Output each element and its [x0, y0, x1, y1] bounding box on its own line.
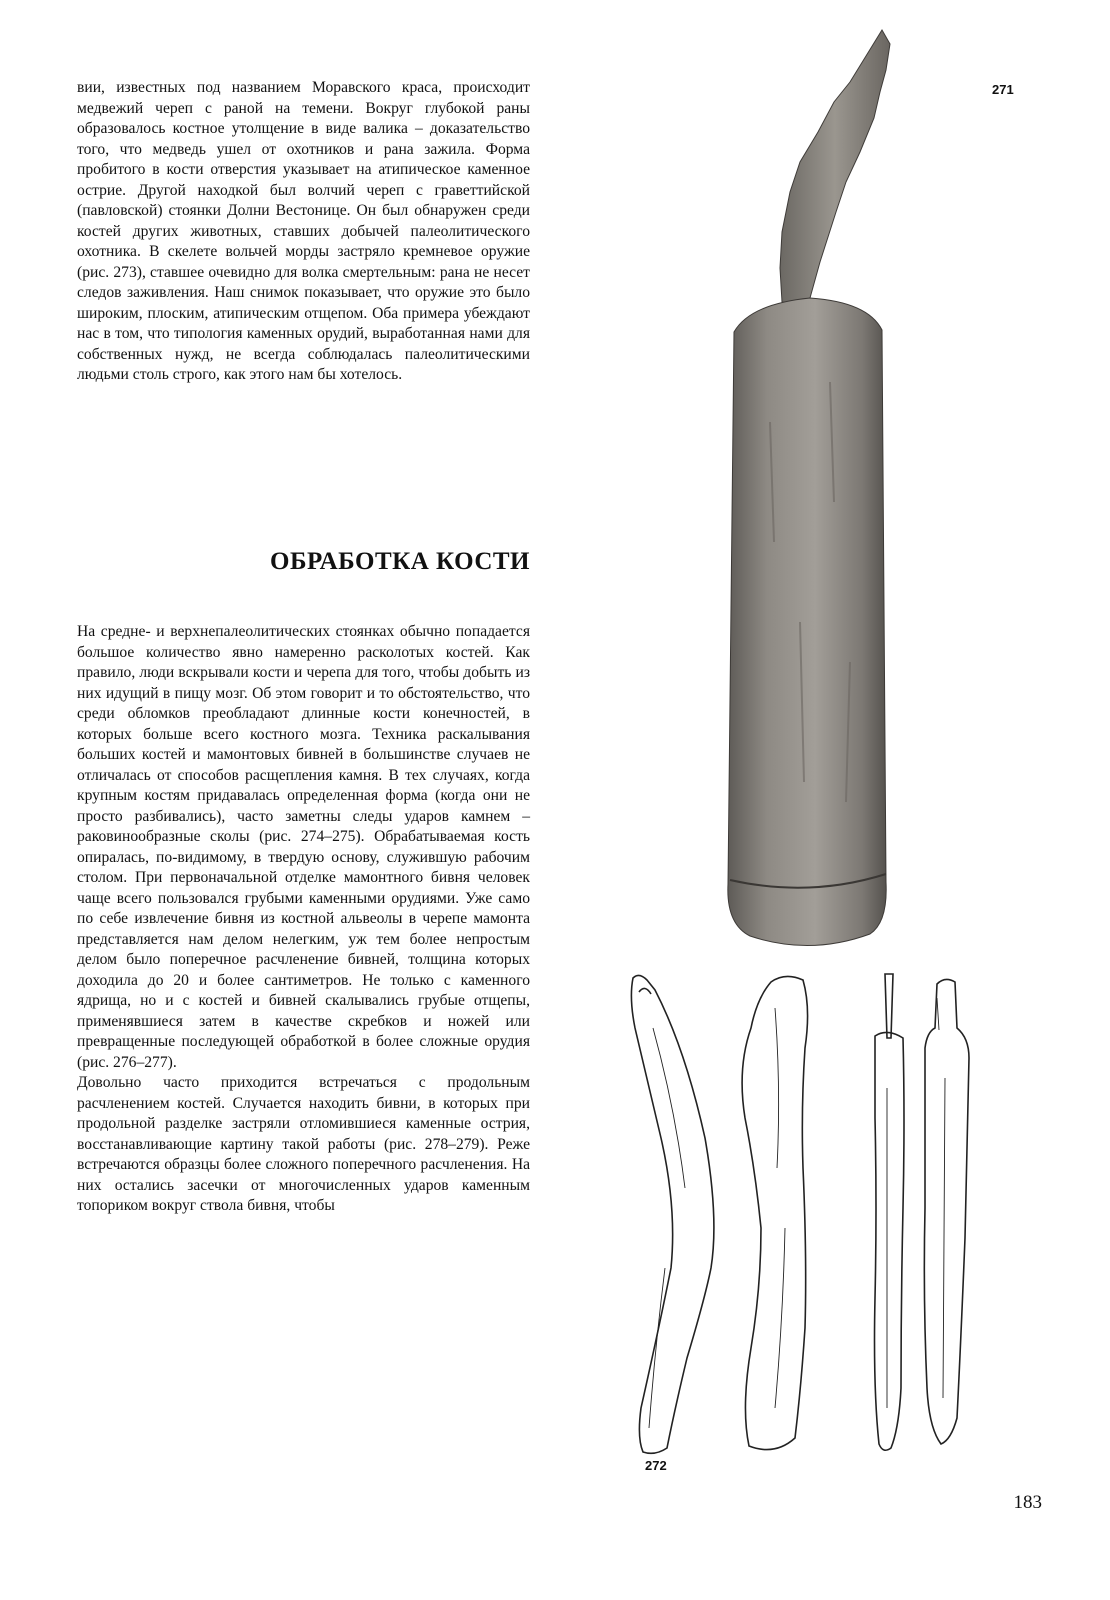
figure-271-label: 271	[992, 82, 1014, 97]
section-heading: ОБРАБОТКА КОСТИ	[270, 548, 530, 575]
body-paragraph-1: вии, известных под названием Моравского краса, происходит медвежий череп с раной на темени. Вокруг глубокой раны образовалось костное утолщение в виде валика – доказательство того, что медведь ушел от охотников и рана зажила. Форма пробитого в кости отверстия указывает на атипическое каменное острие. Другой находкой был волчий череп с граветтийской (павловской) стоянки Долни Вестонице. Он был обнаружен среди костей других животных, ставших добычей палеолитического охотника. В скелете вольчей морды застряло кремневое оружие (рис. 273), ставшее очевидно для волка смертельным: рана не несет следов заживления. Наш снимок показывает, что оружие это было широким, плоским, атипическим отщепом. Оба примера убеждают нас в том, что типология каменных орудий, выработанная нами для собственных нужд, не всегда соблюдалась палеолитическими людьми столь строго, как этого нам бы хотелось.	[77, 79, 530, 383]
page-number: 183	[1013, 1492, 1042, 1513]
body-paragraph-3: Довольно часто приходится встречаться с продольным расчленением костей. Случается находить бивни, в которых при продольной разделке застряли отломившиеся каменные острия, восстанавливающие картину такой работы (рис. 278–279). Реже встречаются образцы более сложного поперечного расчленения. На них остались засечки от многочисленных ударов каменным топориком вокруг ствола бивня, чтобы	[77, 1074, 530, 1214]
figure-272-image	[625, 968, 1025, 1468]
figure-272-label: 272	[645, 1458, 667, 1473]
text-column-top	[77, 78, 530, 386]
figure-271-image	[710, 22, 940, 962]
text-column-bottom	[77, 622, 530, 1217]
body-paragraph-2: На средне- и верхнепалеолитических стоянках обычно попадается большое количество явно намеренно расколотых костей. Как правило, люди вскрывали кости и черепа для того, чтобы добыть из них идущий в пищу мозг. Об этом говорит и то обстоятельство, что среди обломков преобладают длинные кости конечностей, в которых больше всего костного мозга. Техника раскалывания больших костей и мамонтовых бивней в большинстве случаев не отличалась от способов расщепления камня. В тех случаях, когда крупным костям придавалась определенная форма (когда они не просто разбивались), часто заметны следы ударов камнем – раковинообразные сколы (рис. 274–275). Обрабатываемая кость опиралась, по-видимому, в твердую основу, служившую рабочим столом. При первоначальной отделке мамонтного бивня человек чаще всего пользовался грубыми каменными орудиями. Уже само по себе извлечение бивня из костной альвеолы в черепе мамонта представляется нам делом нелегким, уж тем более непростым делом было поперечное расчленение бивней, толщина которых доходила до 20 и более сантиметров. Не только с каменного ядрища, но и с костей и бивней скалывались грубые отщепы, применявшиеся затем в качестве скребков и ножей или превращенные последующей обработкой в более сложные орудия (рис. 276–277).	[77, 623, 530, 1071]
